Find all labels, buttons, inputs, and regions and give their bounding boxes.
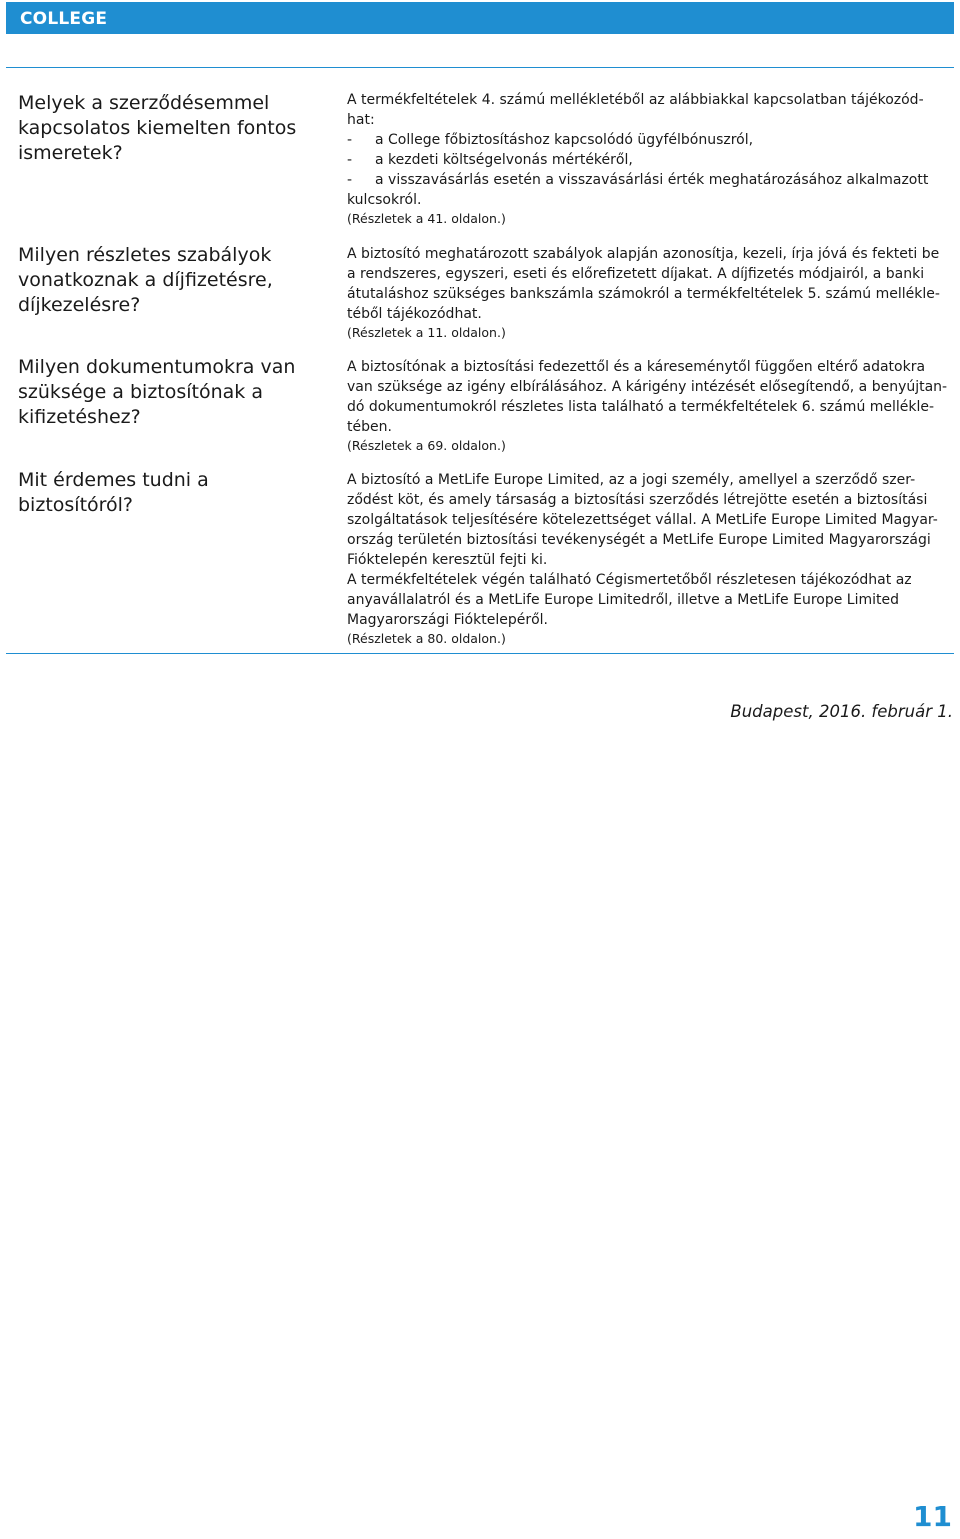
- list-item-text: a College főbiztosításhoz kapcsolódó ügyfélbónuszról,: [375, 132, 754, 148]
- answer-line: A termékfeltételek végén található Cégismertetőből részletesen tájékozódhat az: [347, 572, 912, 588]
- answer-line: A termékfeltételek 4. számú mellékletéből az alábbiakkal kapcsolatban tájékozód-: [347, 92, 924, 108]
- list-item-text: a kezdeti költségelvonás mértékéről,: [375, 152, 633, 168]
- list-dash: -: [347, 152, 353, 168]
- section-divider-top: [6, 67, 954, 68]
- page-reference: (Részletek a 11. oldalon.): [347, 325, 506, 340]
- answer-line: A biztosító meghatározott szabályok alapján azonosítja, kezeli, írja jóvá és fekteti be: [347, 246, 940, 262]
- answer-line: tében.: [347, 419, 392, 435]
- answer-line: dó dokumentumokról részletes lista található a termékfeltételek 6. számú mellékle-: [347, 399, 935, 415]
- list-dash: -: [347, 132, 353, 148]
- question-line: biztosítóról?: [18, 494, 134, 516]
- answer-line: anyavállalatról és a MetLife Europe Limitedről, illetve a MetLife Europe Limited: [347, 592, 900, 608]
- answer-line: kulcsokról.: [347, 192, 422, 208]
- answer-line: átutaláshoz szükséges bankszámla számokról a termékfeltételek 5. számú mellékle-: [347, 286, 940, 302]
- question-1: [18, 91, 318, 166]
- question-line: Melyek a szerződésemmel: [18, 92, 270, 114]
- question-line: kapcsolatos kiemelten fontos: [18, 117, 297, 139]
- question-4: [18, 468, 318, 518]
- answer-line: ország területén biztosítási tevékenységét a MetLife Europe Limited Magyarországi: [347, 532, 931, 548]
- question-line: kifizetéshez?: [18, 406, 141, 428]
- list-item: [347, 150, 947, 170]
- page-reference: (Részletek a 41. oldalon.): [347, 211, 506, 226]
- question-line: Mit érdemes tudni a: [18, 469, 209, 491]
- answer-line: hat:: [347, 112, 375, 128]
- question-line: Milyen részletes szabályok: [18, 244, 272, 266]
- list-dash: -: [347, 172, 353, 188]
- date-signature: Budapest, 2016. február 1.: [730, 702, 953, 721]
- question-line: szüksége a biztosítónak a: [18, 381, 263, 403]
- answer-line: A biztosítónak a biztosítási fedezettől és a káreseménytől függően eltérő adatokra: [347, 359, 926, 375]
- answer-1: [347, 90, 947, 228]
- answer-2: [347, 244, 947, 342]
- header-title: COLLEGE: [20, 9, 108, 29]
- list-item: [347, 170, 947, 190]
- list-item: [347, 130, 947, 150]
- answer-line: téből tájékozódhat.: [347, 306, 482, 322]
- section-divider-bottom: [6, 653, 954, 654]
- answer-4: [347, 470, 947, 648]
- answer-line: szolgáltatások teljesítésére kötelezettséget vállal. A MetLife Europe Limited Magyar-: [347, 512, 938, 528]
- list-item-text: a visszavásárlás esetén a visszavásárlási érték meghatározásához alkalmazott: [375, 172, 929, 188]
- page-number: 11: [913, 1500, 952, 1533]
- answer-line: Fióktelepén keresztül fejti ki.: [347, 552, 548, 568]
- answer-3: [347, 357, 947, 455]
- answer-line: A biztosító a MetLife Europe Limited, az a jogi személy, amellyel a szerződő szer-: [347, 472, 916, 488]
- header-bar: [6, 2, 954, 34]
- answer-line: ződést köt, és amely társaság a biztosítási szerződés létrejötte esetén a biztosítási: [347, 492, 928, 508]
- page-reference: (Részletek a 80. oldalon.): [347, 631, 506, 646]
- page-reference: (Részletek a 69. oldalon.): [347, 438, 506, 453]
- question-line: díjkezelésre?: [18, 294, 141, 316]
- answer-line: Magyarországi Fióktelepéről.: [347, 612, 548, 628]
- answer-line: van szüksége az igény elbírálásához. A kárigény intézését elősegítendő, a benyújtan-: [347, 379, 948, 395]
- question-line: ismeretek?: [18, 142, 123, 164]
- answer-line: a rendszeres, egyszeri, eseti és előrefizetett díjakat. A díjfizetés módjairól, a banki: [347, 266, 925, 282]
- question-3: [18, 355, 318, 430]
- question-2: [18, 243, 318, 318]
- question-line: vonatkoznak a díjfizetésre,: [18, 269, 273, 291]
- question-line: Milyen dokumentumokra van: [18, 356, 296, 378]
